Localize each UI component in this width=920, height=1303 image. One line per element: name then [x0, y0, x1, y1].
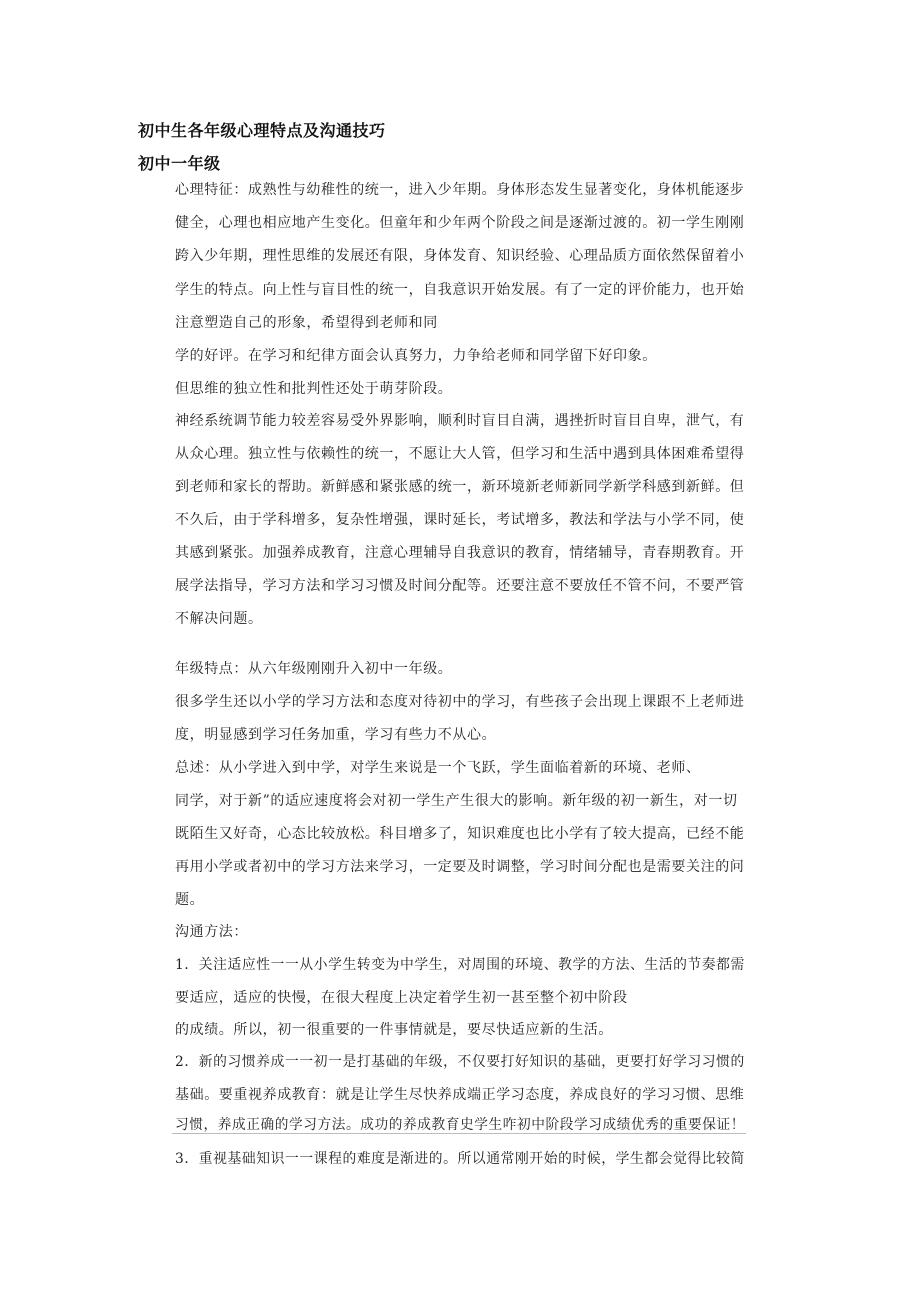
paragraph-line: 神经系统调节能力较差容易受外界影响，顺利时盲目自满，遇挫折时盲目自卑，泄气，有 [175, 413, 745, 429]
paragraph-line: 不解决问题。 [175, 611, 263, 627]
divider [172, 1133, 746, 1134]
paragraph-line: 心理特征：成熟性与幼稚性的统一，进入少年期。身体形态发生显著变化，身体机能逐步 [175, 182, 745, 198]
paragraph-line: 题。 [175, 892, 205, 908]
paragraph-line: 不久后，由于学科增多，复杂性增强，课时延长，考试增多，教法和学法与小学不同，使 [175, 512, 745, 528]
list-item-line: 基础。要重视养成教育：就是让学生尽快养成端正学习态度，养成良好的学习习惯、思维 [175, 1087, 745, 1103]
paragraph-line: 很多学生还以小学的学习方法和态度对待初中的学习，有些孩子会出现上课跟不上老师进 [175, 694, 745, 710]
paragraph-line: 年级特点：从六年级刚刚升入初中一年级。 [175, 661, 453, 677]
paragraph-line: 从众心理。独立性与依赖性的统一，不愿让大人管，但学习和生活中遇到具体困难希望得 [175, 446, 745, 462]
document-title: 初中生各年级心理特点及沟通技巧 [138, 121, 386, 140]
paragraph-line: 再用小学或者初中的学习方法来学习，一定要及时调整，学习时间分配也是需要关注的问 [175, 859, 745, 875]
paragraph-line: 展学法指导，学习方法和学习习惯及时间分配等。还要注意不要放任不管不问，不要严管 [175, 578, 745, 594]
paragraph-line: 沟通方法： [175, 924, 248, 940]
paragraph-line: 同学，对于新”的适应速度将会对初一学生产生很大的影响。新年级的初一新生，对一切 [175, 793, 738, 809]
paragraph-line: 既陌生又好奇，心态比较放松。科目增多了，知识难度也比小学有了较大提高，已经不能 [175, 826, 745, 842]
paragraph-line: 其感到紧张。加强养成教育，注意心理辅导自我意识的教育，情绪辅导，青春期教育。开 [175, 545, 745, 561]
list-item-line: 习惯，养成正确的学习方法。成功的养成教育史学生咋初中阶段学习成绩优秀的重要保证！ [175, 1117, 745, 1133]
list-item-line: 2．新的习惯养成一一初一是打基础的年级，不仅要打好知识的基础，更要打好学习习惯的 [175, 1054, 745, 1070]
paragraph-line: 跨入少年期，理性思维的发展还有限，身体发育、知识经验、心理品质方面依然保留着小 [175, 248, 745, 264]
list-item-line: 1．关注适应性一一从小学生转变为中学生，对周围的环境、教学的方法、生活的节奏都需 [175, 957, 745, 973]
paragraph-line: 到老师和家长的帮助。新鲜感和紧张感的统一，新环境新老师新同学新学科感到新鲜。但 [175, 479, 745, 495]
paragraph-line: 健全，心理也相应地产生变化。但童年和少年两个阶段之间是逐渐过渡的。初一学生刚刚 [175, 215, 745, 231]
paragraph-line: 但思维的独立性和批判性还处于萌芽阶段。 [175, 381, 453, 397]
paragraph-line: 学的好评。在学习和纪律方面会认真努力，力争给老师和同学留下好印象。 [175, 348, 657, 364]
list-item-line: 3．重视基础知识一一课程的难度是渐进的。所以通常刚开始的时候，学生都会觉得比较简 [175, 1151, 745, 1167]
paragraph-line: 学生的特点。向上性与盲目性的统一，自我意识开始发展。有了一定的评价能力，也开始 [175, 282, 745, 298]
paragraph-line: 度，明显感到学习任务加重，学习有些力不从心。 [175, 727, 497, 743]
list-item-line: 要适应，适应的快慢，在很大程度上决定着学生初一甚至整个初中阶段 [175, 990, 628, 1006]
list-item-line: 的成绩。所以，初一很重要的一件事情就是，要尽快适应新的生活。 [175, 1022, 613, 1038]
section-heading: 初中一年级 [138, 154, 221, 173]
paragraph-line: 注意塑造自己的形象，希望得到老师和同 [175, 315, 438, 331]
paragraph-line: 总述：从小学进入到中学，对学生来说是一个飞跃，学生面临着新的环境、老师、 [175, 760, 701, 776]
